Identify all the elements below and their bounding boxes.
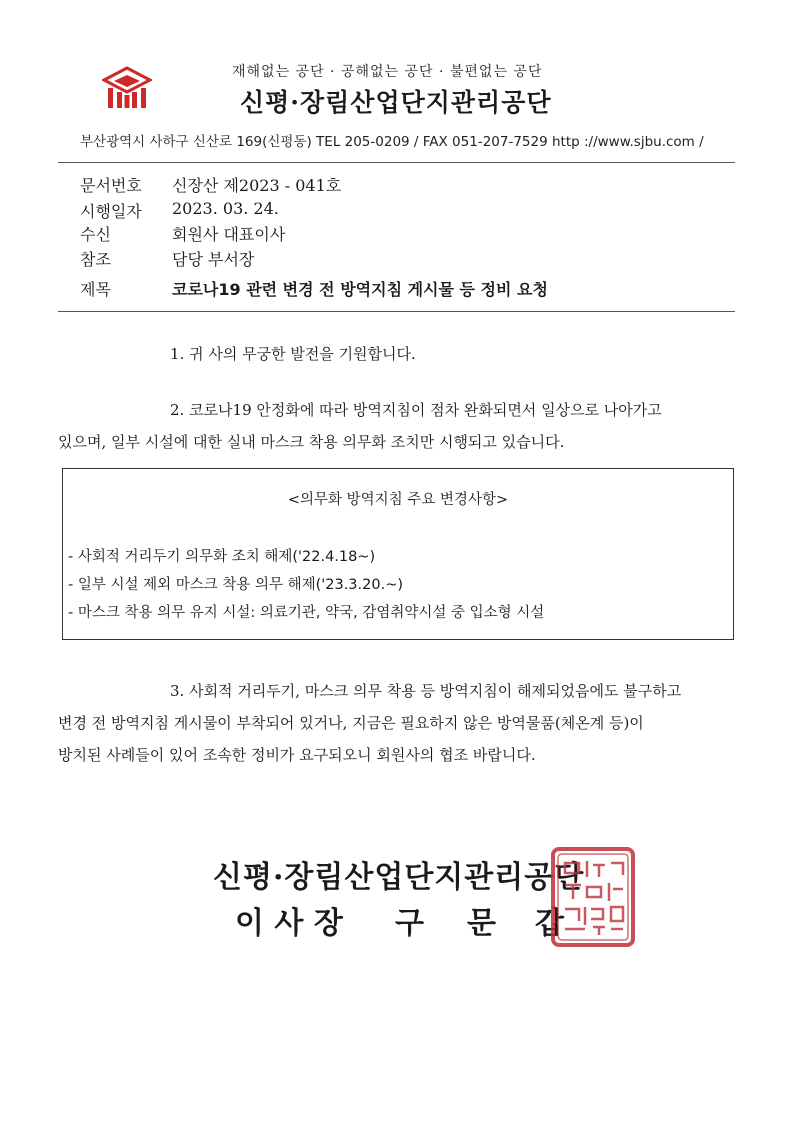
notice-box-title: <의무화 방역지침 주요 변경사항> (287, 492, 509, 508)
meta-label: 문서번호 (80, 176, 142, 195)
meta-label: 시행일자 (80, 202, 142, 221)
notice-box (62, 468, 734, 640)
meta-label: 제목 (80, 280, 111, 299)
paragraph-line: 변경 전 방역지침 게시물이 부착되어 있거나, 지금은 필요하지 않은 방역물품(체온계 등)이 (58, 714, 644, 732)
header-divider (58, 162, 735, 163)
notice-box-item: - 일부 시설 제외 마스크 착용 의무 해제('23.3.20.~) (68, 577, 404, 593)
meta-value: 회원사 대표이사 (172, 225, 286, 244)
address-line: 부산광역시 사하구 신산로 169(신평동) TEL 205-0209 / FAX 051-207-7529 http ://www.sjbu.com / (80, 134, 704, 150)
signature-title: 이 사 장 (235, 906, 343, 941)
meta-row-date (80, 199, 279, 222)
paragraph-line: 있으며, 일부 시설에 대한 실내 마스크 착용 의무화 조치만 시행되고 있습니다. (58, 433, 565, 451)
paragraph-1 (170, 338, 416, 370)
paragraph-line: 방치된 사례들이 있어 조속한 정비가 요구되오니 회원사의 협조 바랍니다. (58, 746, 536, 764)
paragraph-line: 3. 사회적 거리두기, 마스크 의무 착용 등 방역지침이 해제되었음에도 불구하고 (170, 682, 682, 700)
signature-name-char: 문 (467, 906, 496, 941)
paragraph-3 (58, 675, 681, 771)
meta-value: 담당 부서장 (172, 250, 255, 269)
meta-row-subject (80, 277, 548, 300)
official-seal-stamp-icon (547, 843, 639, 951)
meta-row-reference (80, 247, 255, 270)
slogan: 재해없는 공단 · 공해없는 공단 · 불편없는 공단 (232, 64, 543, 80)
meta-row-recipient (80, 222, 286, 245)
signature-name-char: 갑 (535, 906, 564, 941)
organization-logo-icon (102, 66, 152, 110)
meta-value: 2023. 03. 24. (172, 199, 279, 218)
subject-value: 코로나19 관련 변경 전 방역지침 게시물 등 정비 요청 (172, 280, 548, 299)
notice-box-item: - 사회적 거리두기 의무화 조치 해제('22.4.18~) (68, 549, 376, 565)
meta-label: 수신 (80, 225, 111, 244)
paragraph-line: 1. 귀 사의 무궁한 발전을 기원합니다. (170, 345, 416, 363)
paragraph-2 (58, 394, 662, 458)
meta-divider (58, 311, 735, 312)
notice-box-item: - 마스크 착용 의무 유지 시설: 의료기관, 약국, 감염취약시설 중 입소형 시설 (68, 605, 545, 621)
meta-label: 참조 (80, 250, 111, 269)
meta-value: 신장산 제2023 - 041호 (172, 176, 342, 195)
meta-row-doc-number (80, 173, 342, 196)
paragraph-line: 2. 코로나19 안정화에 따라 방역지침이 점차 완화되면서 일상으로 나아가고 (170, 401, 662, 419)
header-org-name: 신평·장림산업단지관리공단 (240, 88, 552, 117)
signature-org-name: 신평·장림산업단지관리공단 (213, 860, 585, 895)
signature-name-char: 구 (395, 906, 424, 941)
